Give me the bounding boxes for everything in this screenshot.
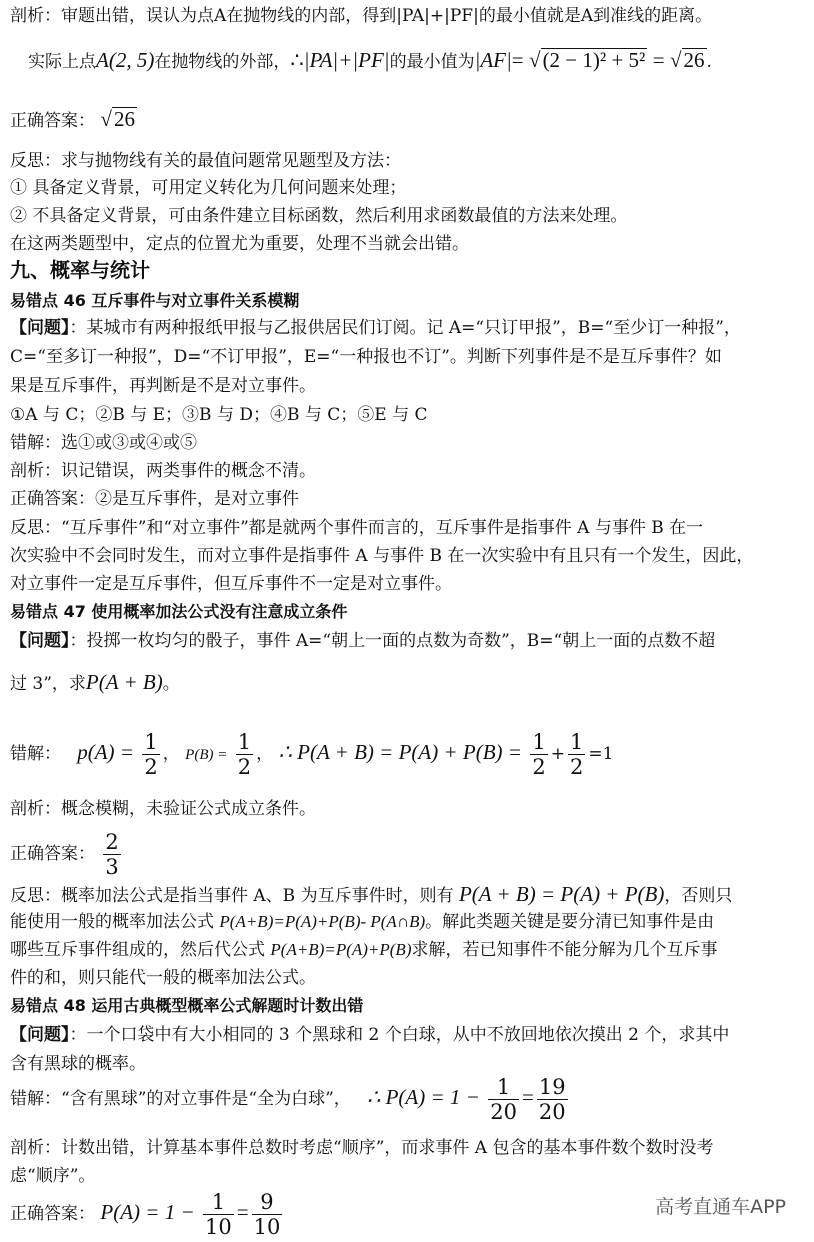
text: 。 [162,674,180,694]
question-label: 【问题】 [10,318,70,338]
section-heading: 九、概率与统计 [10,258,150,282]
point-46-title: 易错点 46 互斥事件与对立事件关系模糊 [10,291,300,310]
text: 能使用一般的概率加法公式 [10,912,214,932]
answer-label: 正确答案： [10,1204,95,1224]
denominator: 10 [253,1215,281,1239]
equals-sign: = [236,1200,249,1224]
point-47-correct [10,829,804,881]
text: 反思：概率加法公式是指当事件 A、B 为互斥事件时，则有 [10,886,454,906]
fraction-one-half [568,730,585,779]
radicand: 26 [683,48,705,72]
math-expression: ∴ P(A) = 1 − [366,1085,480,1109]
math-expression: P(A+B)=P(A)+P(B)- P(A∩B) [219,912,426,931]
text: 实际上点 [28,52,96,72]
point-46-reflection-3: 对立事件一定是互斥事件，但互斥事件不一定是对立事件。 [10,574,452,594]
numerator: 19 [538,1075,566,1099]
text: 哪些互斥事件组成的，然后代公式 [10,940,265,960]
point-46-reflection-1: 反思：“互斥事件”和“对立事件”都是就两个事件而言的，互斥事件是指事件 A 与事件 B 在一 [10,518,704,538]
radicand: 26 [113,107,135,131]
fraction-one-half [530,730,547,779]
equals-sign: = [652,48,665,72]
wrong-label: 错解： [10,744,61,764]
numerator: 2 [105,830,119,854]
fraction-one-half [142,730,159,779]
point-48-question-1 [10,1024,804,1046]
radicand: (2 − 1)² + 5² [542,48,646,72]
math-expression: |PA|+|PF| [303,48,390,72]
text: 求解，若已知事件不能分解为几个互斥事 [411,940,718,960]
equals-sign: = [511,48,524,72]
math-expression: p(A) = [77,740,134,764]
question-label: 【问题】 [10,631,70,651]
denominator: 2 [237,755,252,779]
fraction [203,1190,234,1239]
point-47-reflection-1 [10,883,804,907]
denominator: 10 [205,1215,232,1239]
numerator: 1 [569,730,584,754]
point-46-question-1 [10,317,804,339]
fraction-two-thirds [103,830,120,879]
point-46-reflection-2: 次实验中不会同时发生，而对立事件是指事件 A 与事件 B 在一次实验中有且只有一个发生，因此， [10,546,754,566]
fraction [488,1075,519,1124]
math-expression: ∴ P(A + B) = P(A) + P(B) = [278,740,522,764]
math-expression: P(A + B) [85,670,163,694]
denominator: 20 [538,1100,566,1124]
text: =1 [588,744,614,764]
text: ：一个口袋中有大小相同的 3 个黑球和 2 个白球，从中不放回地依次摸出 2 个，求其中 [69,1025,730,1045]
reflection-summary: 在这两类题型中，定点的位置尤为重要，处理不当就会出错。 [10,234,469,254]
math-point: A(2, 5) [96,48,155,72]
denominator: 3 [105,855,119,879]
point-46-question-3: 果是互斥事件，再判断是不是对立事件。 [10,376,316,396]
text: ， [256,744,274,764]
denominator: 2 [569,755,584,779]
text: ：投掷一枚均匀的骰子，事件 A=“朝上一面的点数为奇数”，B=“朝上一面的点数不超 [69,631,716,651]
answer-sqrt: √26 [100,107,135,131]
fraction-one-half [236,730,253,779]
numerator: 9 [252,1190,283,1215]
math-expression: P(A+B)=P(A)+P(B) [270,940,412,959]
text: ：某城市有两种报纸甲报与乙报供居民们订阅。记 A=“只订甲报”，B=“至少订一种报”， [69,318,741,338]
denominator: 20 [490,1100,517,1124]
point-47-reflection-2 [10,911,804,933]
point-48-analysis-1: 剖析：计数出错，计算基本事件总数时考虑“顺序”，而求事件 A 包含的基本事件数个数时没考 [10,1138,714,1158]
analysis-line-1: 剖析：审题出错，误认为点A在抛物线的内部，得到|PA|+|PF|的最小值就是A到准线的距离。 [10,6,713,26]
answer-label: 正确答案： [10,111,95,131]
sqrt-expression: √(2 − 1)² + 5² [529,48,646,72]
watermark-text: 高考直通车APP [655,1196,786,1218]
text: 在抛物线的外部， [154,52,291,72]
text: . [706,52,712,72]
text: 的最小值为 [389,52,475,72]
equals-sign: = [521,1085,534,1109]
therefore-symbol: ∴ [290,48,304,72]
reflection-title: 反思：求与抛物线有关的最值问题常见题型及方法： [10,151,401,171]
math-expression: P(A + B) = P(A) + P(B) [458,882,665,906]
point-46-options: ①A 与 C；②B 与 E；③B 与 D；④B 与 C；⑤E 与 C [10,405,428,425]
text: 过 3”，求 [10,674,86,694]
question-label: 【问题】 [10,1025,70,1045]
numerator: 1 [144,730,158,754]
point-47-analysis: 剖析：概念模糊，未验证公式成立条件。 [10,799,316,819]
point-48-title: 易错点 48 运用古典概型概率公式解题时计数出错 [10,996,364,1015]
point-47-reflection-3 [10,939,804,961]
point-47-reflection-4: 件的和，则只能代一般的概率加法公式。 [10,968,316,988]
point-47-question-1 [10,630,804,652]
point-46-correct: 正确答案：②是互斥事件，是对立事件 [10,489,299,509]
numerator: 1 [203,1190,234,1215]
fraction [537,1075,568,1124]
denominator: 2 [144,755,158,779]
point-46-wrong: 错解：选①或③或④或⑤ [10,433,197,453]
numerator: 1 [488,1075,519,1100]
point-47-title: 易错点 47 使用概率加法公式没有注意成立条件 [10,602,348,621]
point-48-wrong [10,1072,804,1126]
answer-label: 正确答案： [10,844,95,864]
text: ， [162,744,180,764]
point-47-wrong [10,727,804,781]
math-expression: P(B) = [185,747,228,763]
math-expression: P(A) = 1 − [100,1200,195,1224]
point-46-analysis: 剖析：识记错误，两类事件的概念不清。 [10,461,316,481]
point-48-analysis-2: 虑“顺序”。 [10,1166,96,1186]
point-48-question-2: 含有黑球的概率。 [10,1054,146,1074]
text: 错解：“含有黑球”的对立事件是“全为白球”， [10,1089,351,1109]
reflection-item-1: ① 具备定义背景，可用定义转化为几何问题来处理； [10,178,407,198]
plus-sign: + [550,744,565,764]
analysis-line-2 [28,48,804,73]
fraction [252,1190,283,1239]
denominator: 2 [532,755,546,779]
reflection-item-2: ② 不具备定义背景，可由条件建立目标函数，然后利用求函数最值的方法来处理。 [10,206,628,226]
text: ，否则只 [664,886,733,906]
sqrt-result: √26 [669,48,705,72]
point-46-question-2: C=“至多订一种报”，D=“不订甲报”，E=“一种报也不订”。判断下列事件是不是互斥事件？如 [10,347,722,367]
numerator: 1 [532,730,546,754]
math-expression: |AF| [474,48,512,72]
point-47-question-2 [10,671,804,695]
text: 。解此类题关键是要分清已知事件是由 [425,912,715,932]
answer-line [10,107,804,132]
numerator: 1 [237,730,252,754]
